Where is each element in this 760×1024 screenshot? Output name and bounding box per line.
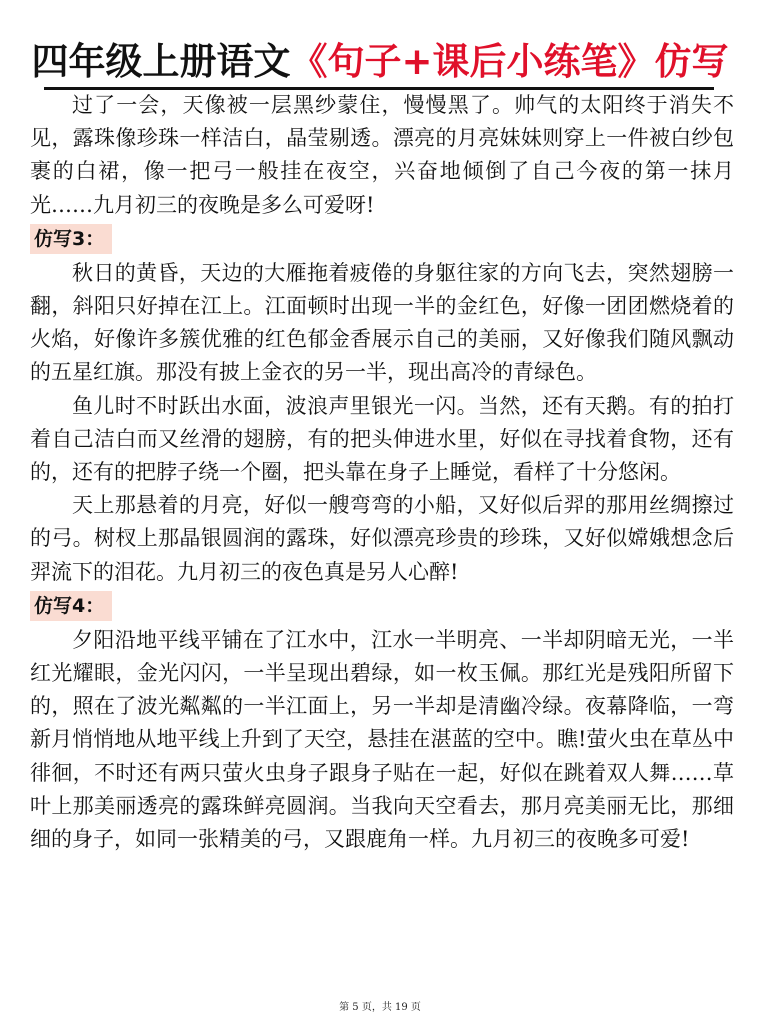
page-footer: 第 5 页，共 19 页 xyxy=(339,1002,421,1013)
section-heading-3: 仿写3： xyxy=(30,224,112,254)
section-heading-4: 仿写4： xyxy=(30,591,112,621)
paragraph-3-2: 鱼儿时不时跃出水面，波浪声里银光一闪。当然，还有天鹅。有的拍打着自己洁白而又丝滑的翅膀，有的把头伸进水里，好似在寻找着食物，还有的，还有的把脖子绕一个圈，把头靠在身子上睡觉，看样了十分悠闲。 xyxy=(30,393,734,485)
paragraph-3-1: 秋日的黄昏，天边的大雁拖着疲倦的身躯往家的方向飞去，突然翅膀一翻，斜阳只好掉在江上。江面顿时出现一半的金红色，好像一团团燃烧着的火焰，好像许多簇优雅的红色郁金香展示自己的美丽，又好像我们随风飘动的五星红旗。那没有披上金衣的另一半，现出高冷的青绿色。 xyxy=(30,260,734,385)
document-body xyxy=(30,89,734,856)
title-prefix: 四年级上册语文 xyxy=(31,40,291,83)
paragraph-4-1: 夕阳沿地平线平铺在了江水中，江水一半明亮、一半却阴暗无光，一半红光耀眼，金光闪闪，一半呈现出碧绿，如一枚玉佩。那红光是残阳所留下的，照在了波光粼粼的一半江面上，另一半却是清幽冷绿。夜幕降临，一弯新月悄悄地从地平线上升到了天空，悬挂在湛蓝的空中。瞧!萤火虫在草丛中徘徊，不时还有两只萤火虫身子跟身子贴在一起，好似在跳着双人舞……草叶上那美丽透亮的露珠鲜亮圆润。当我向天空看去，那月亮美丽无比，那细细的身子，如同一张精美的弓，又跟鹿角一样。九月初三的夜晚多可爱! xyxy=(30,627,734,852)
title-suffix: 仿写 xyxy=(654,40,729,83)
title-highlight: 《句子+课后小练笔》 xyxy=(290,40,655,83)
page-title xyxy=(0,32,760,92)
paragraph-3-3: 天上那悬着的月亮，好似一艘弯弯的小船，又好似后羿的那用丝绸擦过的弓。树杈上那晶银圆润的露珠，好似漂亮珍贵的珍珠，又好似嫦娥想念后羿流下的泪花。九月初三的夜色真是另人心醉! xyxy=(30,493,734,584)
intro-paragraph: 过了一会，天像被一层黑纱蒙住，慢慢黑了。帅气的太阳终于消失不见，露珠像珍珠一样洁白，晶莹剔透。漂亮的月亮妹妹则穿上一件被白纱包裹的白裙，像一把弓一般挂在夜空，兴奋地倾倒了自己今夜的第一抹月光……九月初三的夜晚是多么可爱呀! xyxy=(30,93,734,217)
